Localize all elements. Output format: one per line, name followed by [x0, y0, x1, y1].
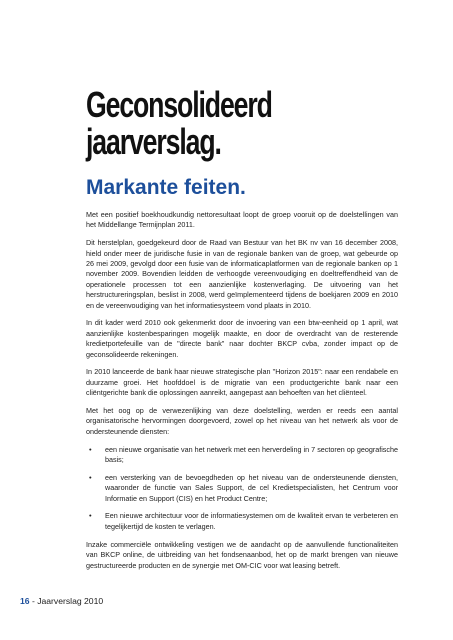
bullet-list	[86, 445, 398, 533]
list-item-text: een versterking van de bevoegdheden op het niveau van de ondersteunende diensten, waaronder de functie van Sales Support, de cel Kredietspecialisten, het Centrum voor Informatie en Support (CIS) en het Product Centre;	[105, 472, 398, 503]
list-item	[86, 511, 398, 532]
section-heading: Markante feiten.	[86, 176, 246, 199]
paragraph-intro: Met een positief boekhoudkundig nettoresultaat loopt de groep vooruit op de doelstellingen van het Middellange Termijnplan 2011.	[86, 210, 398, 230]
page-footer	[20, 596, 103, 607]
page-title-line-2: jaarverslag.	[86, 121, 221, 162]
footer-separator: -	[29, 596, 38, 606]
paragraph-horizon-2015: In 2010 lanceerde de bank haar nieuwe strategische plan "Horizon 2015": naar een rendabele en duurzame groei. Het hoofddoel is de migratie van een productgerichte bank naar een cliëntgerichte bank die oplossingen aanreikt, aangepast aan behoeften van het cliënteel.	[86, 367, 398, 398]
paragraph-commercieel: Inzake commerciële ontwikkeling vestigen we de aandacht op de aanvullende functionaliteiten van BKCP online, de uitbreiding van het fondsenaanbod, het op de markt brengen van nieuwe gestructureerde producten en de synergie met OM-CIC voor wat leasing betreft.	[86, 539, 398, 570]
paragraph-btw-eenheid: In dit kader werd 2010 ook gekenmerkt door de invoering van een btw-eenheid op 1 april, wat aanzienlijke kostenbesparingen mogelijk maakte, en door de overdracht van de resterende kredietportefeuille van de "directe bank" naar dochter BKCP cvba, zonder impact op de geconsolideerde rekeningen.	[86, 318, 398, 359]
page-title	[86, 86, 308, 160]
bullet-icon: •	[89, 472, 92, 482]
bullet-icon: •	[89, 444, 92, 454]
page-title-line-1: Geconsolideerd	[86, 84, 272, 125]
list-item-text: een nieuwe organisatie van het netwerk met een herverdeling in 7 sectoren op geografische basis;	[105, 444, 398, 465]
footer-label: Jaarverslag 2010	[37, 596, 104, 606]
paragraph-herstelplan: Dit herstelplan, goedgekeurd door de Raad van Bestuur van het BK nv van 16 december 2008, hield onder meer de juridische fusie in van de regionale banken van de groep, wat gebeurde op 26 mei 2009, gevolgd door een fusie van de informaticaplatformen van de regionale banken op 1 november 2009. Bovendien leidden de verhoogde vereenvoudiging en doeltreffendheid van de operationele processen tot een aanzienlijke kostenverlaging. De uitvoering van het herstructureringsplan, beslist in 2008, werd geïmplementeerd tijdens de boekjaren 2009 en 2010 en de vereenvoudiging van het informatiesysteem vond plaats in 2010.	[86, 238, 398, 310]
body-text	[86, 210, 398, 578]
paragraph-hervormingen: Met het oog op de verwezenlijking van deze doelstelling, werden er reeds een aantal organisatorische hervormingen doorgevoerd, zowel op het niveau van het netwerk als voor de ondersteunende diensten:	[86, 406, 398, 436]
list-item	[86, 445, 398, 466]
bullet-icon: •	[89, 511, 92, 521]
page-number: 16	[20, 596, 30, 606]
list-item-text: Een nieuwe architectuur voor de informatiesystemen om de kwaliteit ervan te verbeteren en tegelijkertijd de kosten te verlagen.	[105, 511, 398, 531]
list-item	[86, 473, 398, 504]
